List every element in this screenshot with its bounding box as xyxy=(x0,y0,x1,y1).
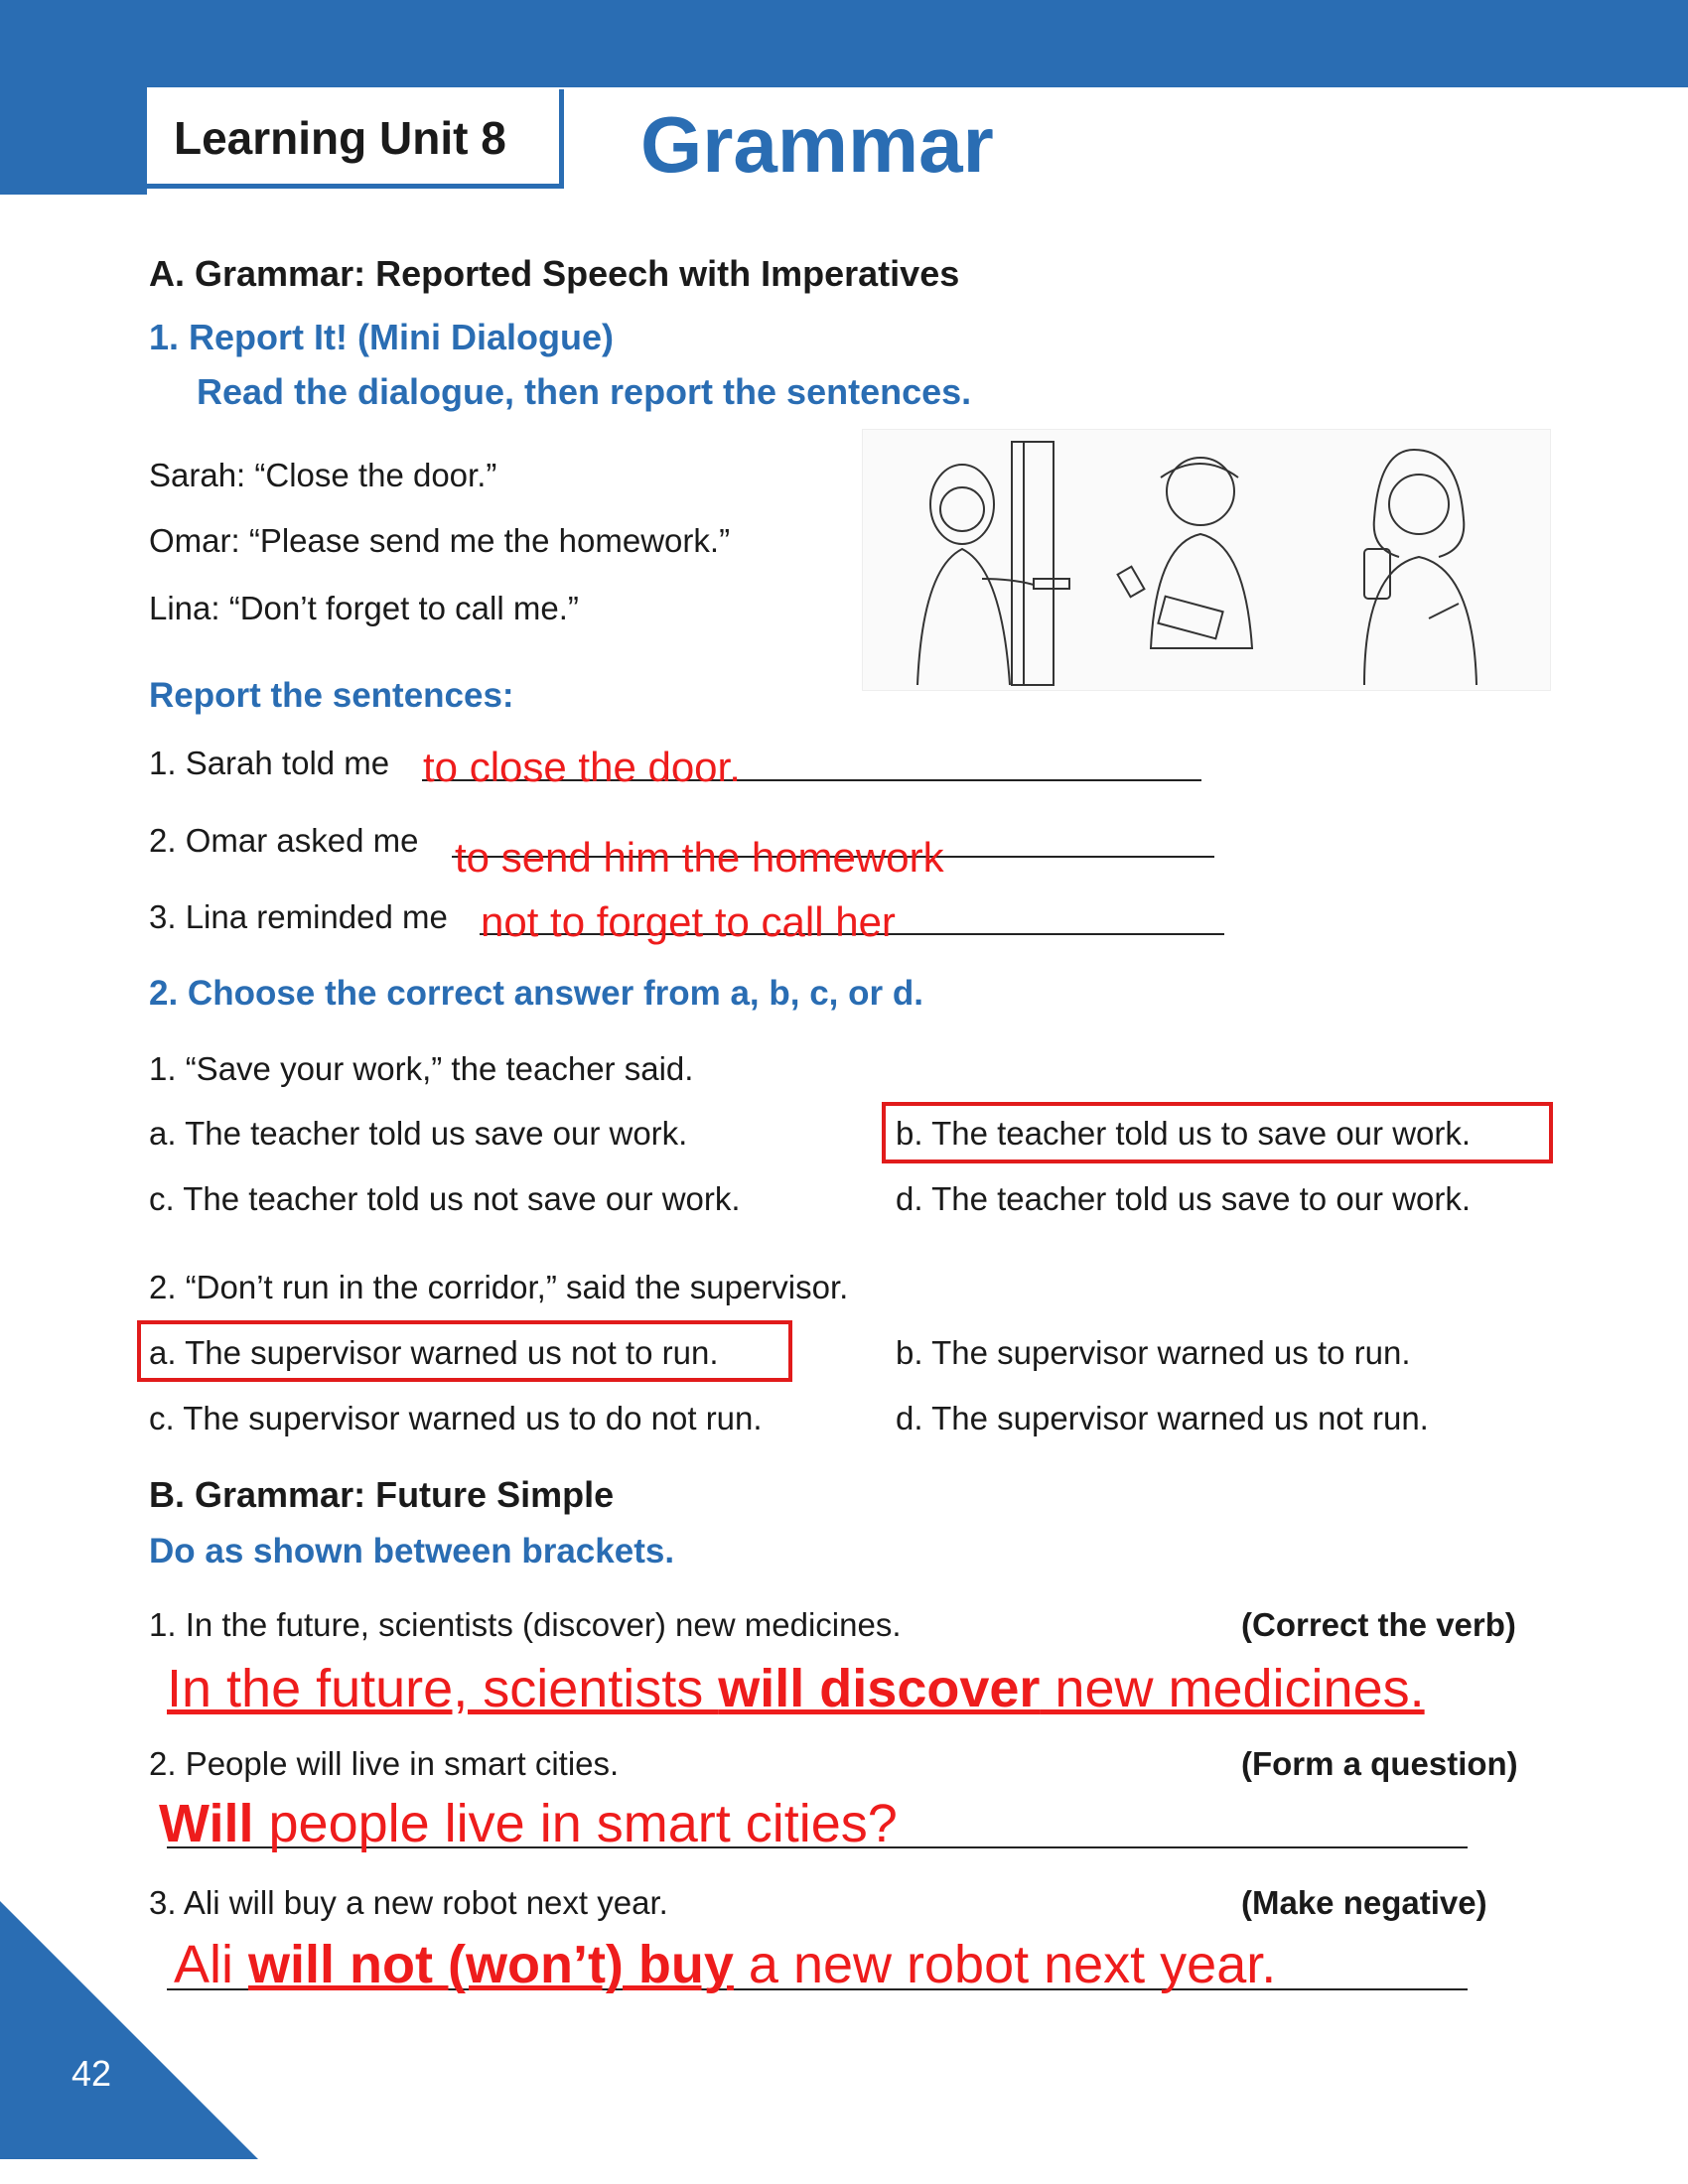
unit-label: Learning Unit 8 xyxy=(174,112,506,164)
task-instruction: (Form a question) xyxy=(1241,1745,1518,1782)
option-c[interactable]: c. The supervisor warned us to do not run. xyxy=(149,1400,763,1436)
illustration-sketch xyxy=(863,430,1550,690)
section-b-heading: B. Grammar: Future Simple xyxy=(149,1474,615,1515)
header-left-band xyxy=(0,87,147,195)
answer-post: people live in smart cities? xyxy=(253,1794,898,1853)
option-d[interactable]: d. The teacher told us save to our work. xyxy=(896,1180,1472,1217)
header-bar xyxy=(0,0,1688,87)
question-stem: 2. “Don’t run in the corridor,” said the supervisor. xyxy=(149,1269,849,1305)
task-prompt: 2. People will live in smart cities. xyxy=(149,1745,620,1782)
answer-pre: In the future, scientists xyxy=(167,1659,719,1718)
report-answer[interactable]: to close the door. xyxy=(423,744,741,790)
report-answer[interactable]: not to forget to call her xyxy=(481,898,896,945)
option-a[interactable]: a. The teacher told us save our work. xyxy=(149,1115,688,1152)
question-stem: 1. “Save your work,” the teacher said. xyxy=(149,1050,694,1087)
exercise-1-title: 1. Report It! (Mini Dialogue) xyxy=(149,317,614,357)
dialogue-line: Omar: “Please send me the homework.” xyxy=(149,522,731,559)
option-b[interactable]: b. The supervisor warned us to run. xyxy=(896,1334,1411,1371)
answer-verb: Will xyxy=(159,1794,254,1853)
task-prompt: 1. In the future, scientists (discover) new medicines. xyxy=(149,1606,902,1643)
illustration-characters xyxy=(862,429,1551,691)
page-number: 42 xyxy=(71,2053,112,2094)
selected-answer-box xyxy=(882,1102,1553,1163)
section-a-heading: A. Grammar: Reported Speech with Imperatives xyxy=(149,253,960,294)
task-answer[interactable] xyxy=(159,1794,898,1853)
option-d[interactable]: d. The supervisor warned us not run. xyxy=(896,1400,1429,1436)
answer-pre: Ali xyxy=(174,1935,249,1994)
task-answer[interactable] xyxy=(167,1659,1425,1718)
exercise-1-instruction: Read the dialogue, then report the sentences. xyxy=(197,371,972,412)
task-answer[interactable] xyxy=(174,1935,1277,1994)
report-prompt: 1. Sarah told me xyxy=(149,745,390,781)
answer-verb: will discover xyxy=(718,1659,1041,1718)
exercise-2-title: 2. Choose the correct answer from a, b, c, or d. xyxy=(149,974,923,1013)
answer-post: new medicines. xyxy=(1040,1659,1425,1718)
option-a[interactable]: a. The supervisor warned us not to run. xyxy=(149,1334,719,1371)
answer-verb: will not (won’t) buy xyxy=(248,1935,734,1994)
option-b[interactable]: b. The teacher told us to save our work. xyxy=(896,1115,1472,1152)
selected-answer-box xyxy=(137,1320,792,1382)
report-answer[interactable]: to send him the homework xyxy=(455,834,944,881)
answer-post: a new robot next year. xyxy=(733,1935,1277,1994)
task-instruction: (Correct the verb) xyxy=(1241,1606,1516,1643)
dialogue-line: Sarah: “Close the door.” xyxy=(149,457,497,493)
page-corner-triangle xyxy=(0,1901,258,2159)
section-b-instruction: Do as shown between brackets. xyxy=(149,1532,675,1570)
dialogue-line: Lina: “Don’t forget to call me.” xyxy=(149,590,579,626)
report-prompt: 3. Lina reminded me xyxy=(149,898,448,935)
report-prompt: 2. Omar asked me xyxy=(149,822,419,859)
option-c[interactable]: c. The teacher told us not save our work. xyxy=(149,1180,741,1217)
page-title: Grammar xyxy=(640,100,994,189)
report-heading: Report the sentences: xyxy=(149,676,514,715)
task-prompt: 3. Ali will buy a new robot next year. xyxy=(149,1884,668,1921)
task-instruction: (Make negative) xyxy=(1241,1884,1487,1921)
